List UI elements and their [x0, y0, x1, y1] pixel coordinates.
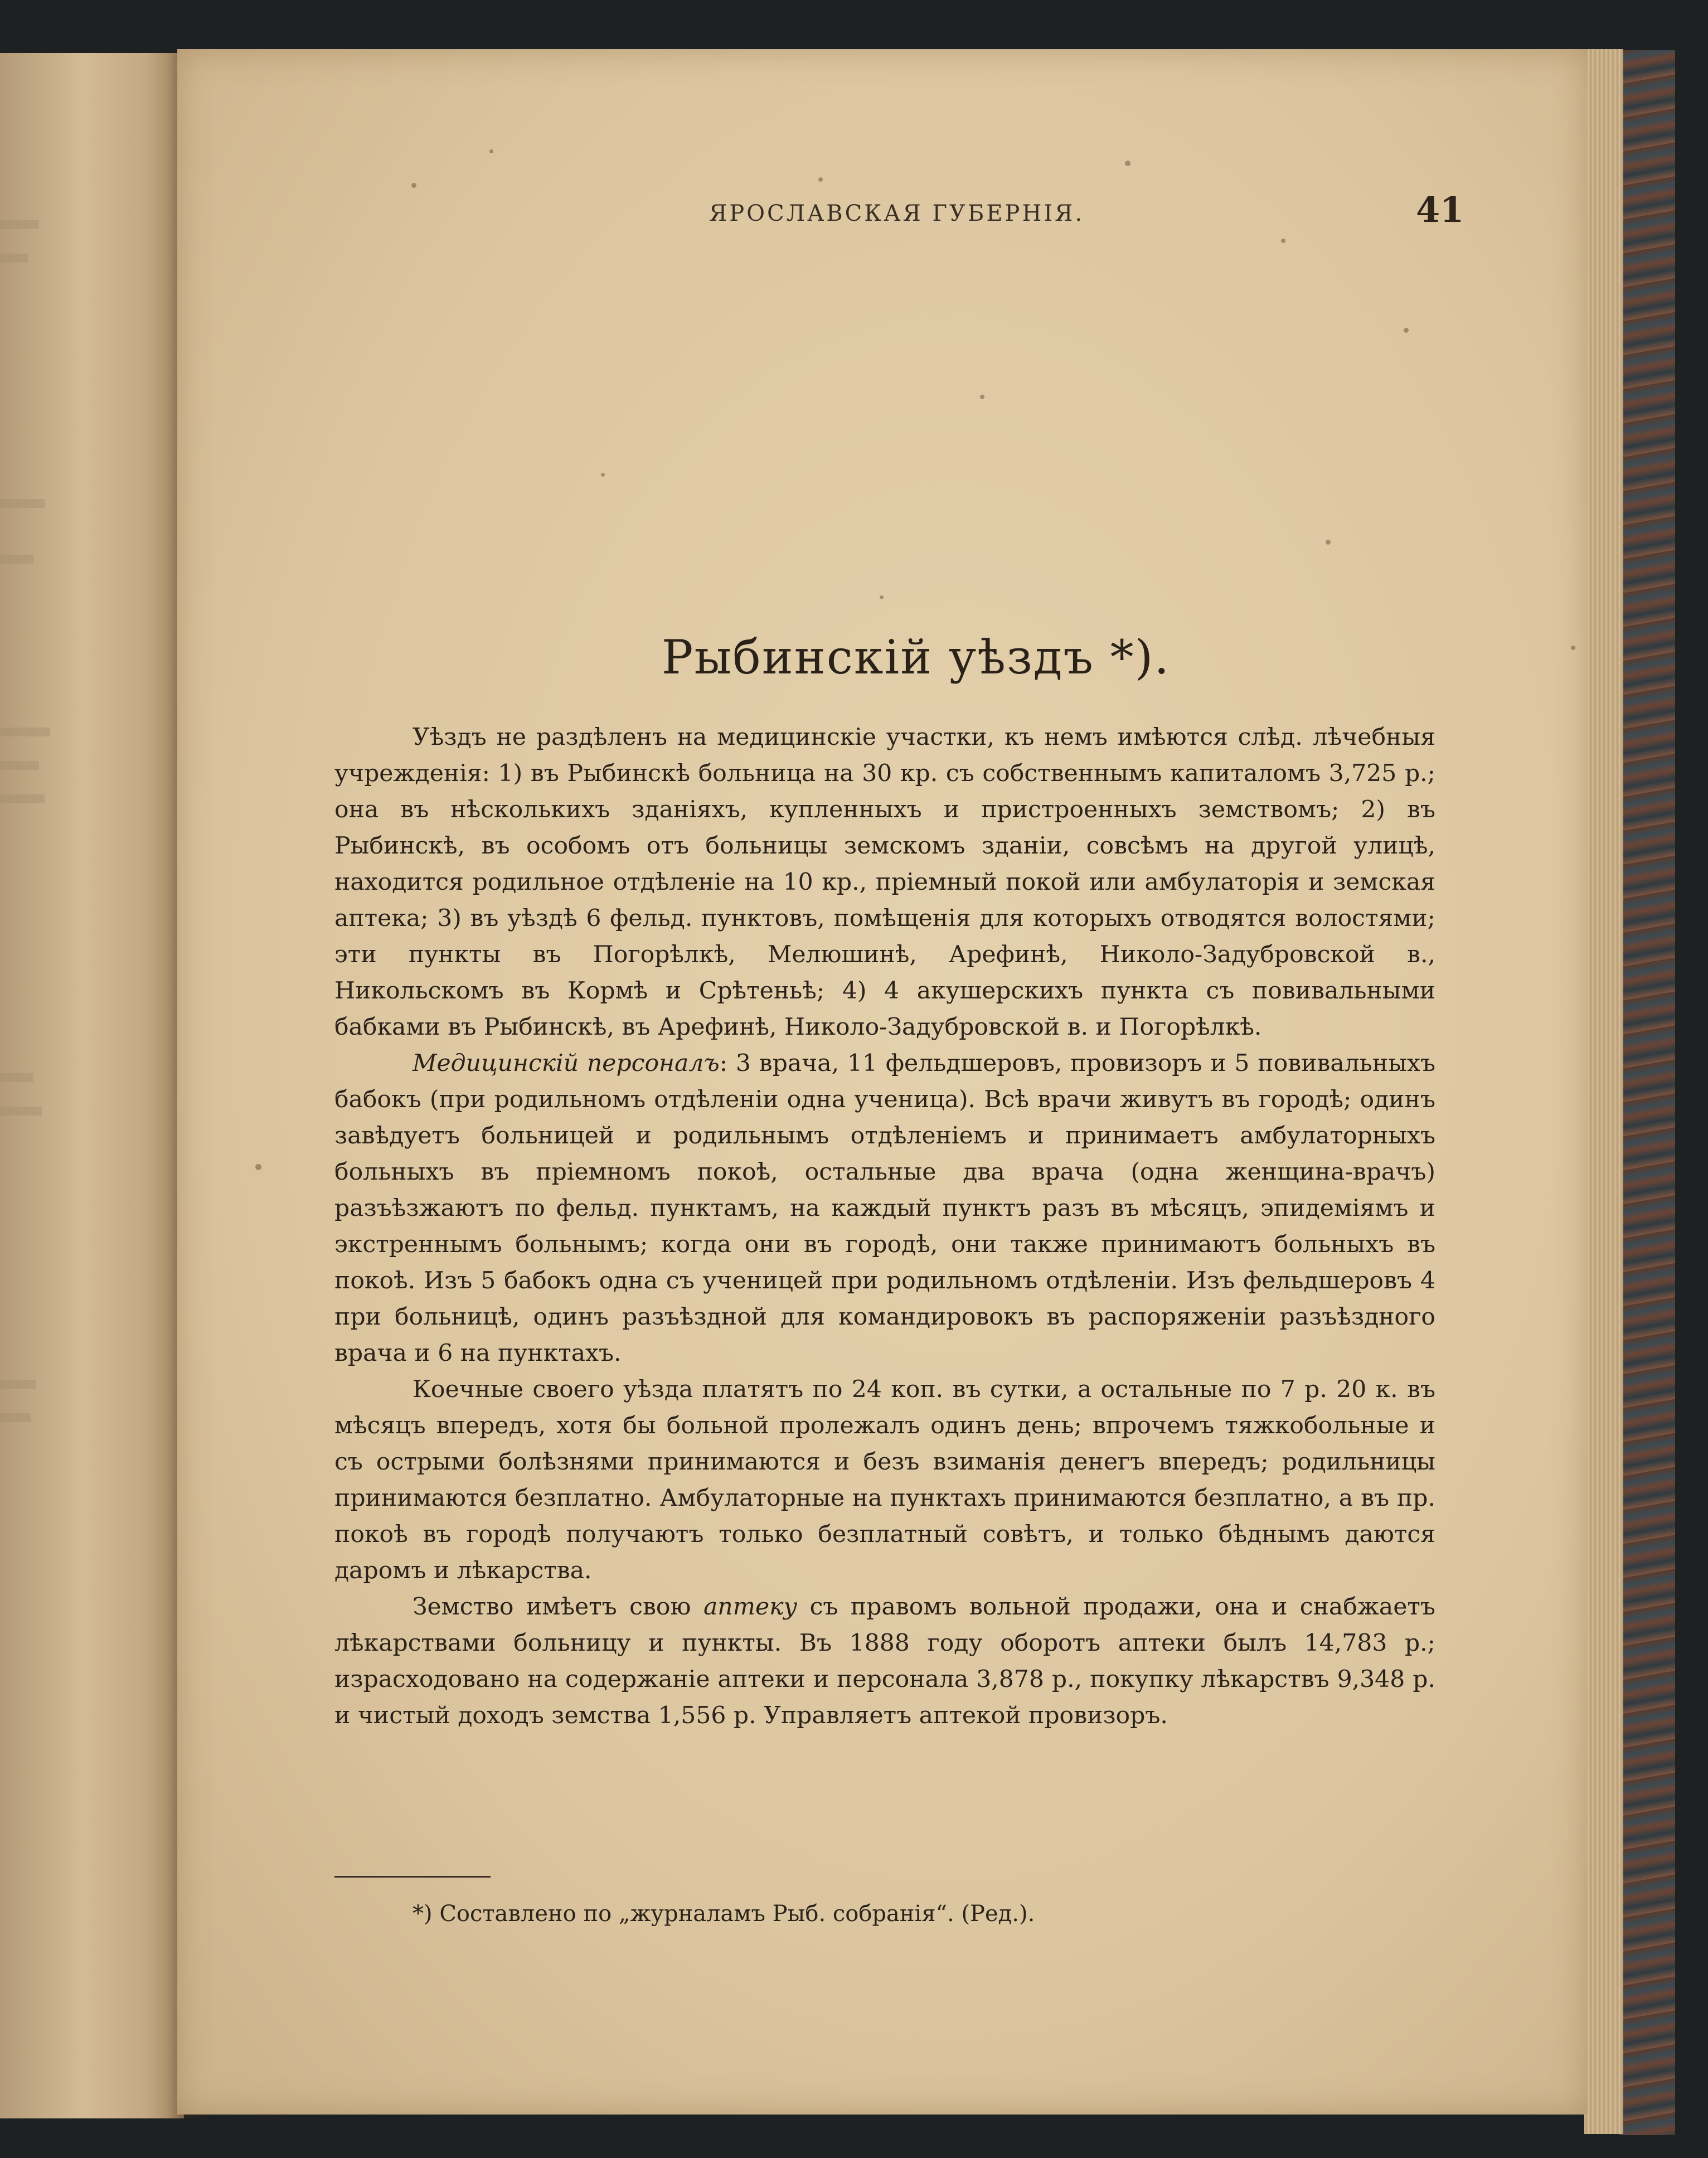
paragraph-2 — [334, 1045, 1435, 1371]
facing-page-left — [0, 53, 184, 2118]
paragraph-4 — [334, 1589, 1435, 1734]
paragraph-2-text: : 3 врача, 11 фельдшеровъ, провизоръ и 5 повивальныхъ бабокъ (при родильномъ отдѣленiи одна ученица). Всѣ врачи живутъ въ городѣ; одинъ завѣдуетъ больницей и родильнымъ отдѣленiемъ и принимаетъ амбулаторныхъ больныхъ въ прiемномъ покоѣ, остальные два врача (одна женщина-врачъ) разъѣзжаютъ по фельд. пунктамъ, на каждый пунктъ разъ въ мѣсяцъ, эпидемiямъ и экстреннымъ больнымъ; когда они въ городѣ, они также принимаютъ больныхъ въ покоѣ. Изъ 5 бабокъ одна съ ученицей при родильномъ отдѣленiи. Изъ фельдшеровъ 4 при больницѣ, одинъ разъѣздной для командировокъ въ распоряженiи разъѣздного врача и 6 на пунктахъ. — [334, 1050, 1435, 1367]
page-edges — [1584, 49, 1623, 2134]
chapter-title: Рыбинскiй уѣздъ *). — [661, 630, 1171, 685]
paragraph-4-text: съ правомъ вольной продажи, она и снабжаетъ лѣкарствами больницу и пункты. Въ 1888 году оборотъ аптеки былъ 14,783 р.; израсходовано на содержанiе аптеки и персонала 3,878 р., покупку лѣкарствъ 9,348 р. и чистый доходъ земства 1,556 р. Управляетъ аптекой провизоръ. — [334, 1593, 1435, 1729]
marbled-cover-edge — [1619, 50, 1675, 2135]
paragraph-2-lead: Медицинскiй персоналъ — [413, 1050, 720, 1077]
page-number: 41 — [1416, 190, 1464, 230]
paragraph-4-emphasis: аптеку — [703, 1593, 798, 1621]
footnote: *) Составлено по „журналамъ Рыб. собранiя“. (Ред.). — [413, 1901, 1035, 1927]
paragraph-4-start: Земство имѣетъ свою — [413, 1593, 703, 1621]
footnote-divider — [334, 1876, 491, 1878]
bleed-through-text — [295, 273, 1388, 311]
body-text — [334, 719, 1435, 1734]
running-title: ЯРОСЛАВСКАЯ ГУБЕРНIЯ. — [709, 201, 1085, 226]
paragraph-3: Коечные своего уѣзда платятъ по 24 коп. въ сутки, а остальные по 7 р. 20 к. въ мѣсяцъ впередъ, хотя бы больной пролежалъ одинъ день; впрочемъ тяжкобольные и съ острыми болѣзнями принимаются и безъ взиманiя денегъ впередъ; родильницы принимаются безплатно. Амбулаторные на пунктахъ принимаются безплатно, а въ пр. покоѣ въ городѣ получаютъ только безплатный совѣтъ, и только бѣднымъ даются даромъ и лѣкарства. — [334, 1376, 1435, 1584]
paragraph-1: Уѣздъ не раздѣленъ на медицинскiе участки, къ немъ имѣются слѣд. лѣчебныя учрежденiя: 1) въ Рыбинскѣ больница на 30 кр. съ собственнымъ капиталомъ 3,725 р.; она въ нѣсколькихъ зданiяхъ, купленныхъ и пристроенныхъ земствомъ; 2) въ Рыбинскѣ, въ особомъ отъ больницы земскомъ зданiи, совсѣмъ на другой улицѣ, находится родильное отдѣленiе на 10 кр., прiемный покой или амбулаторiя и земская аптека; 3) въ уѣздѣ 6 фельд. пунктовъ, помѣщенiя для которыхъ отводятся волостями; эти пункты въ Погорѣлкѣ, Мелюшинѣ, Арефинѣ, Николо-Задубровской в., Никольскомъ въ Кормѣ и Срѣтеньѣ; 4) 4 акушерскихъ пункта съ повивальными бабками въ Рыбинскѣ, въ Арефинѣ, Николо-Задубровской в. и Погорѣлкѣ. — [334, 724, 1435, 1041]
